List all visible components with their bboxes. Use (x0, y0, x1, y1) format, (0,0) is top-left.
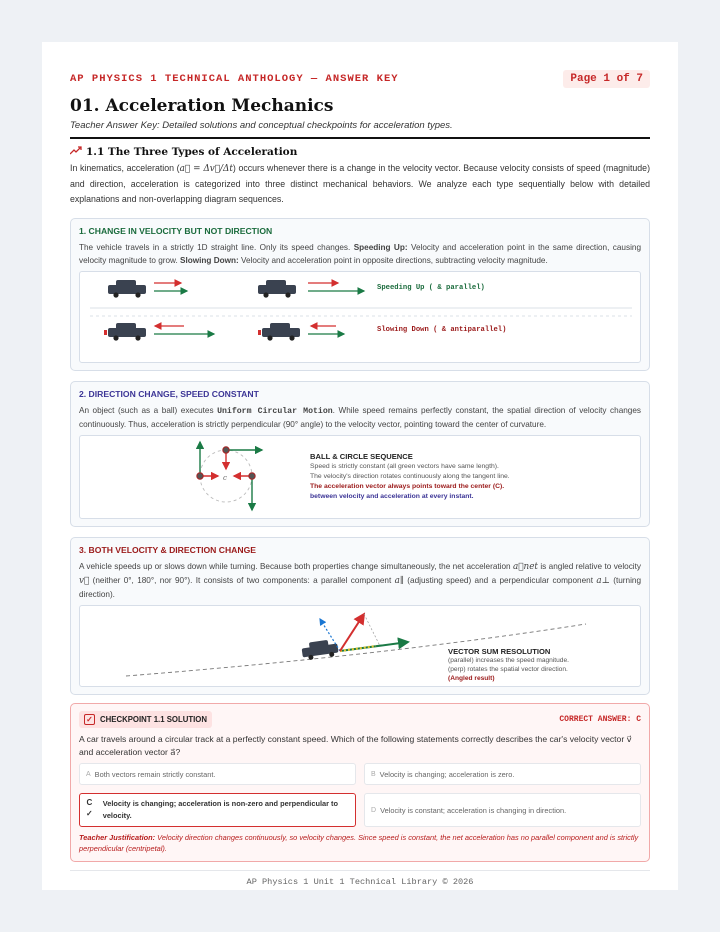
option-text: Velocity is constant; acceleration is changing in direction. (380, 805, 567, 815)
card3-title: 3. BOTH VELOCITY & DIRECTION CHANGE (79, 545, 256, 555)
answer-key-page (42, 42, 678, 890)
option-text: Velocity is changing; acceleration is zero. (379, 769, 515, 779)
card3-text-1: A vehicle speeds up or slows down while turning. Because both properties change simultaneously, the net acceleration (79, 562, 513, 571)
circle-note-4: between velocity and acceleration at every instant. (310, 493, 474, 500)
page-subtitle: Teacher Answer Key: Detailed solutions and conceptual checkpoints for acceleration types. (70, 120, 650, 139)
car-icon-4 (258, 323, 300, 341)
checkpoint-title-badge (79, 711, 212, 728)
page-header (70, 70, 650, 88)
linear-motion-svg (80, 272, 642, 362)
card1-text (79, 241, 641, 267)
page-footer: AP Physics 1 Unit 1 Technical Library © 2026 (70, 870, 650, 887)
intro-formula: a⃗ = Δv⃗/Δt (179, 164, 233, 174)
circle-diagram-notes (310, 452, 510, 502)
page-number-badge: Page 1 of 7 (563, 70, 650, 88)
page-title: 01. Acceleration Mechanics (70, 96, 334, 116)
option-c-marker (86, 798, 93, 818)
ball-icon-top (223, 447, 229, 453)
car-icon-turning (301, 639, 339, 661)
option-c-selected[interactable] (79, 793, 356, 827)
justification-label: Teacher Justification: (79, 833, 156, 842)
intro-text-2: ) occurs whenever there is a change in the velocity vector. Because velocity consists of speed (magnitude) and direction, acceleration is categorized into three distinct mechanical behaviors. We analyze each type sequentially below with detailed explanations and non-overlapping diagram sequences. (70, 163, 651, 204)
card2-text (79, 404, 641, 431)
card-speed-change (70, 218, 650, 371)
circle-diagram-title: BALL & CIRCLE SEQUENCE (310, 452, 413, 461)
circle-note-3: The acceleration vector always points toward the center (C). (310, 483, 505, 490)
car-icon-3 (104, 323, 146, 341)
circle-diagram (79, 435, 641, 519)
option-letter: B (371, 770, 376, 778)
option-letter: A (86, 770, 91, 778)
checkmark-icon: ✓ (86, 809, 93, 818)
speeding-up-label: Speeding Up: (353, 243, 408, 252)
checkpoint-question: A car travels around a circular track at a perfectly constant speed. Which of the following statements correctly describes the car's velocity vector v⃗ and acceleration vector a⃗? (79, 734, 632, 757)
card3-text-3: (neither 0°, 180°, nor 90°). It consists of two components: a parallel component (89, 576, 395, 585)
car-icon-2 (258, 280, 296, 298)
card-both-change (70, 537, 650, 695)
card1-text-1: The vehicle travels in a strictly 1D straight line. Only its speed changes. (79, 243, 354, 252)
a-parallel-symbol: a∥ (394, 576, 404, 586)
vector-note-2: (perp) rotates the spatial vector direction. (448, 666, 568, 673)
checkpoint-solution (70, 703, 650, 862)
card3-text-4: (adjusting speed) and a perpendicular component (403, 576, 597, 585)
trend-icon (70, 146, 82, 158)
circle-note-2: The velocity's direction rotates continuously along the tangent line. (310, 473, 510, 480)
card3-text-5: (turning direction). (79, 576, 641, 599)
card2-text-1: An object (such as a ball) executes (79, 406, 218, 415)
slowing-down-caption: Slowing Down ( & antiparallel) (377, 326, 507, 334)
card3-text (79, 560, 641, 601)
option-b[interactable] (364, 763, 641, 785)
section-heading-text: 1.1 The Three Types of Acceleration (86, 146, 298, 158)
checkpoint-title: CHECKPOINT 1.1 SOLUTION (100, 715, 208, 724)
option-text: Both vectors remain strictly constant. (94, 769, 216, 779)
card-direction-change (70, 381, 650, 527)
ball-icon-left (197, 473, 203, 479)
vector-note-1: (parallel) increases the speed magnitude. (448, 657, 569, 664)
intro-text-1: In kinematics, acceleration ( (70, 163, 180, 173)
section-heading (70, 146, 650, 158)
card1-text-2: Velocity and acceleration point in the same direction, causing velocity magnitude to grow. (79, 243, 641, 265)
car-icon-1 (108, 280, 146, 298)
ucm-label: Uniform Circular Motion (217, 407, 333, 416)
option-letter: D (371, 806, 377, 814)
a-perp-symbol: a⊥ (596, 576, 610, 586)
answer-options (79, 763, 641, 827)
linear-diagram (79, 271, 641, 363)
checkbox-icon: ✓ (84, 714, 95, 725)
vector-notes (448, 647, 569, 683)
speeding-up-caption: Speeding Up ( & parallel) (377, 284, 485, 292)
option-letter: C (86, 798, 93, 807)
anthology-title: AP PHYSICS 1 TECHNICAL ANTHOLOGY — ANSWER KEY (70, 73, 399, 85)
option-a[interactable] (79, 763, 356, 785)
option-text: Velocity is changing; acceleration is non-zero and perpendicular to velocity. (102, 799, 339, 820)
vector-diagram (79, 605, 641, 687)
v-vector-symbol: v⃗ (79, 576, 90, 586)
circle-note-1: Speed is strictly constant (all green vectors have same length). (310, 463, 499, 470)
correct-answer: CORRECT ANSWER: C (559, 715, 641, 724)
card1-text-3: Velocity and acceleration point in opposite directions, subtracting velocity magnitude. (238, 256, 548, 265)
card1-title: 1. CHANGE IN VELOCITY BUT NOT DIRECTION (79, 226, 273, 236)
vector-note-3: (Angled result) (448, 675, 495, 682)
checkpoint-header (79, 711, 641, 728)
ball-icon-right (249, 473, 255, 479)
slowing-down-label: Slowing Down: (180, 256, 239, 265)
option-d[interactable] (364, 793, 641, 827)
card2-title: 2. DIRECTION CHANGE, SPEED CONSTANT (79, 389, 259, 399)
card2-text-2: . While speed remains perfectly constant, the spatial direction of velocity changes continuously. Thus, acceleration is strictly perpendicular (90° angle) to the velocity vector, pointing toward the center of curvature. (79, 406, 642, 429)
card3-text-2: is angled relative to velocity (537, 562, 641, 571)
teacher-justification (79, 832, 641, 854)
vector-notes-title: VECTOR SUM RESOLUTION (448, 647, 551, 656)
a-net-symbol: a⃗net (513, 562, 538, 572)
section-intro (70, 161, 650, 207)
center-label: c (223, 474, 227, 482)
justification-text: Velocity direction changes continuously, so velocity changes. Since speed is constant, the net acceleration has no parallel component and is strictly perpendicular (centripetal). (79, 833, 639, 853)
